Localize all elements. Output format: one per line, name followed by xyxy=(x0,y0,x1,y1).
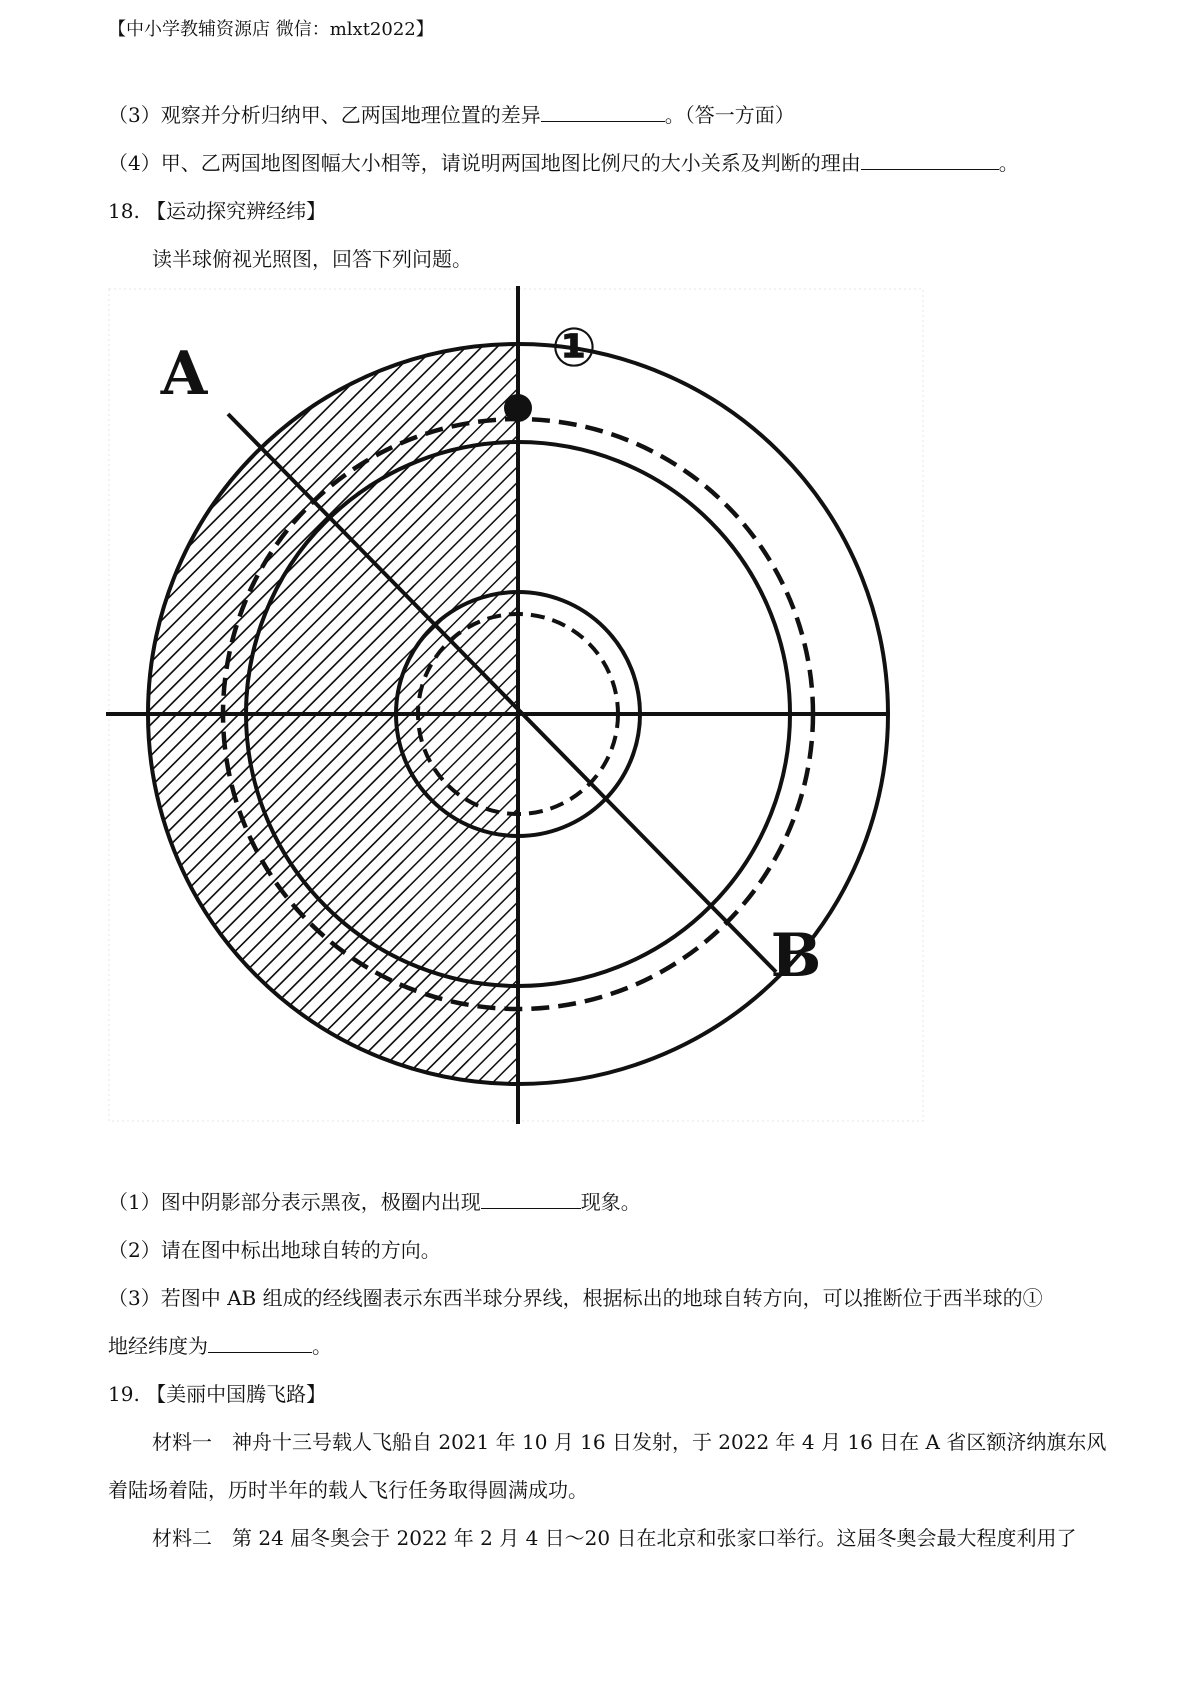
q17-part4 xyxy=(108,149,1019,177)
q17-part4-suffix: 。 xyxy=(998,151,1019,175)
q18-part3-suffix: 。 xyxy=(312,1334,332,1358)
q18-part1-answer-blank[interactable] xyxy=(481,1188,581,1209)
hemisphere-illumination-figure xyxy=(106,286,926,1124)
label-circled-1: ① xyxy=(551,316,597,379)
q17-part4-text: （4）甲、乙两国地图图幅大小相等，请说明两国地图比例尺的大小关系及判断的理由 xyxy=(108,151,861,175)
point-1-marker xyxy=(504,394,532,422)
q17-part3-answer-blank[interactable] xyxy=(541,101,665,122)
q18-part3-cont-text: 地经纬度为 xyxy=(108,1334,208,1358)
label-a: A xyxy=(160,339,208,409)
q17-part3-suffix: 。（答一方面） xyxy=(664,103,795,127)
q17-part3-text: （3）观察并分析归纳甲、乙两国地理位置的差异 xyxy=(108,103,541,127)
q19-heading: 19. 【美丽中国腾飞路】 xyxy=(108,1382,327,1406)
q19-material1-line2: 着陆场着陆，历时半年的载人飞行任务取得圆满成功。 xyxy=(108,1478,588,1502)
q17-part4-answer-blank[interactable] xyxy=(861,149,999,170)
q18-part2: （2）请在图中标出地球自转的方向。 xyxy=(108,1238,441,1262)
q17-part3 xyxy=(108,101,795,129)
label-b: B xyxy=(770,921,822,991)
watermark-text: 【中小学教辅资源店 微信：mlxt2022】 xyxy=(108,19,434,40)
q19-material1-line1: 材料一 神舟十三号载人飞船自 2021 年 10 月 16 日发射，于 2022 年 4 月 16 日在 A 省区额济纳旗东风 xyxy=(152,1430,1107,1454)
q18-part3-answer-blank[interactable] xyxy=(208,1332,312,1353)
q18-part1-text: （1）图中阴影部分表示黑夜，极圈内出现 xyxy=(108,1190,481,1214)
q19-material2-line1: 材料二 第 24 届冬奥会于 2022 年 2 月 4 日～20 日在北京和张家口举行。这届冬奥会最大程度利用了 xyxy=(152,1526,1077,1550)
q18-heading: 18. 【运动探究辨经纬】 xyxy=(108,199,327,223)
q18-part3: （3）若图中 AB 组成的经线圈表示东西半球分界线，根据标出的地球自转方向，可以推断位于西半球的① xyxy=(108,1286,1043,1310)
q18-part3-continued xyxy=(108,1332,332,1360)
q18-part1-suffix: 现象。 xyxy=(580,1190,641,1214)
q18-part1 xyxy=(108,1188,641,1216)
q18-intro: 读半球俯视光照图，回答下列问题。 xyxy=(152,247,472,271)
